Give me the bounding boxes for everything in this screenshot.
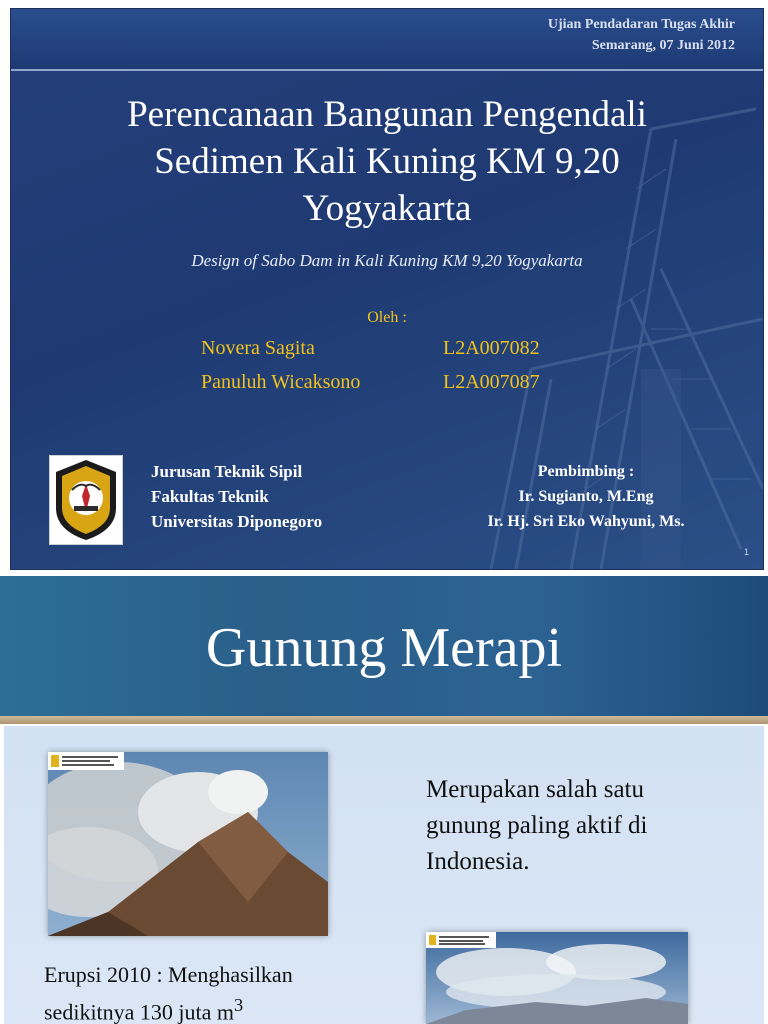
exam-label: Ujian Pendadaran Tugas Akhir: [547, 17, 735, 32]
department-line: Jurusan Teknik Sipil: [151, 462, 303, 481]
title-line: Perencanaan Bangunan Pengendali: [127, 94, 647, 135]
department-info: [151, 459, 322, 534]
title-line: Yogyakarta: [302, 188, 472, 229]
presentation-subtitle: Design of Sabo Dam in Kali Kuning KM 9,20 Yogyakarta: [191, 251, 583, 270]
presentation-title: [11, 91, 763, 232]
slide-header-bar: [11, 9, 763, 71]
agency-logo-icon: [426, 932, 496, 948]
mountain-clouds-photo: [426, 932, 688, 1024]
description-line: Merupakan salah satu: [426, 776, 644, 803]
advisor-label: Pembimbing :: [537, 463, 635, 480]
university-crest-icon: [50, 456, 122, 544]
volcano-description: [426, 772, 726, 880]
title-band-stripe: [0, 716, 768, 724]
eruption-volume-text: sedikitnya 130 juta m: [44, 999, 235, 1024]
faculty-line: Fakultas Teknik: [151, 487, 269, 506]
author-name: Novera Sagita: [201, 337, 315, 359]
title-slide: [10, 8, 764, 570]
eruption-line: Erupsi 2010 : Menghasilkan: [44, 962, 293, 987]
author-nim: L2A007087: [443, 371, 540, 393]
author-name: Panuluh Wicaksono: [201, 371, 361, 393]
title-line: Sedimen Kali Kuning KM 9,20: [154, 141, 620, 182]
agency-logo-icon: [48, 752, 124, 770]
eruption-info: [44, 960, 364, 1024]
advisor-name: Ir. Hj. Sri Eko Wahyuni, Ms.: [487, 513, 685, 530]
university-logo: [49, 455, 123, 545]
description-line: gunung paling aktif di: [426, 812, 648, 839]
advisors-block: [441, 459, 731, 534]
content-slide: [0, 576, 768, 1024]
description-line: Indonesia.: [426, 848, 530, 875]
advisor-name: Ir. Sugianto, M.Eng: [518, 488, 654, 505]
eruption-line: [44, 990, 364, 1024]
slide-title: Gunung Merapi: [205, 617, 563, 679]
author-nim: L2A007082: [443, 337, 540, 359]
volcano-eruption-photo: [48, 752, 328, 936]
unit-superscript: 3: [234, 995, 244, 1015]
oleh-label: Oleh :: [367, 309, 407, 326]
university-line: Universitas Diponegoro: [151, 512, 323, 531]
page-number: 1: [743, 547, 749, 557]
date-label: Semarang, 07 Juni 2012: [591, 38, 735, 53]
